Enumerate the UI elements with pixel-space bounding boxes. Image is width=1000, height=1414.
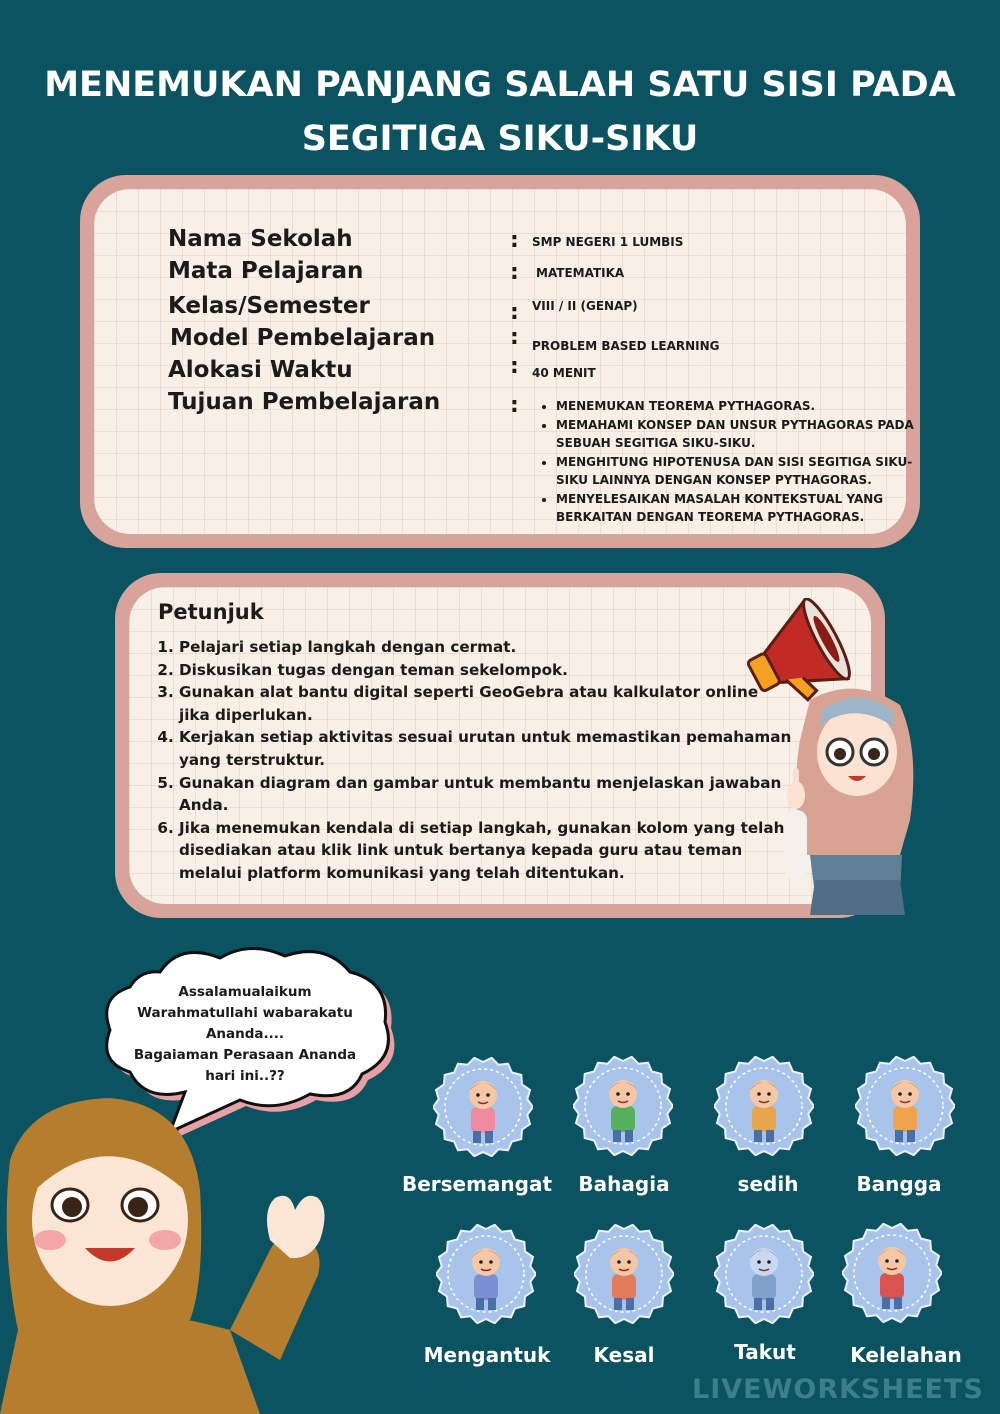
instructions-list xyxy=(160,636,794,885)
value-nama-sekolah: SMP NEGERI 1 LUMBIS xyxy=(532,235,684,249)
mood-label: Takut xyxy=(734,1340,796,1364)
list-item: • MEMAHAMI KONSEP DAN UNSUR PYTHAGORAS PADA SEBUAH SEGITIGA SIKU-SIKU. xyxy=(556,416,926,453)
sleepy-child-icon xyxy=(436,1224,536,1324)
mood-badge[interactable] xyxy=(714,1056,814,1160)
sad-child-icon xyxy=(714,1056,814,1156)
label-mata-pelajaran: Mata Pelajaran xyxy=(168,258,364,284)
greeting-line: hari ini..?? xyxy=(205,1068,285,1084)
happy-child-icon xyxy=(573,1056,673,1156)
greeting-line: Bagaiaman Perasaan Ananda xyxy=(133,1047,357,1063)
value-mata-pelajaran: MATEMATIKA xyxy=(536,266,625,280)
list-item: 6. Jika menemukan kendala di setiap langkah, gunakan kolom yang telah disediakan atau klik link untuk bertanya kepada guru atau teman melalui platform komunikasi yang telah ditentukan. xyxy=(179,817,794,885)
mood-badge[interactable] xyxy=(842,1223,942,1327)
mood-badge[interactable] xyxy=(436,1224,536,1328)
mood-label: sedih xyxy=(737,1172,799,1196)
list-item: 5. Gunakan diagram dan gambar untuk membantu menjelaskan jawaban Anda. xyxy=(179,772,794,817)
label-nama-sekolah: Nama Sekolah xyxy=(168,226,353,252)
label-kelas-semester: Kelas/Semester xyxy=(168,293,370,319)
waving-teacher-illustration xyxy=(0,1080,340,1414)
list-item: 1. Pelajari setiap langkah dengan cermat. xyxy=(179,636,794,659)
liveworksheets-watermark: LIVEWORKSHEETS xyxy=(692,1374,984,1405)
mood-badge[interactable] xyxy=(574,1224,674,1328)
greeting-line: Ananda.... xyxy=(205,1026,285,1042)
list-item: • MENYELESAIKAN MASALAH KONTEKSTUAL YANG BERKAITAN DENGAN TEOREMA PYTHAGORAS. xyxy=(556,490,926,527)
list-item: 3. Gunakan alat bantu digital seperti GeoGebra atau kalkulator online jika diperlukan. xyxy=(179,681,794,726)
mood-label: Bahagia xyxy=(578,1172,670,1196)
label-tujuan-pembelajaran: Tujuan Pembelajaran xyxy=(168,389,441,415)
colon: : xyxy=(510,325,519,350)
colon: : xyxy=(510,260,519,285)
page-title xyxy=(0,58,1000,166)
mood-badge[interactable] xyxy=(855,1056,955,1160)
value-alokasi-waktu: 40 MENIT xyxy=(532,366,596,380)
value-kelas-semester: VIII / II (GENAP) xyxy=(532,299,638,313)
list-item: 4. Kerjakan setiap aktivitas sesuai urutan untuk memastikan pemahaman yang terstruktur. xyxy=(179,726,794,771)
list-item: • MENGHITUNG HIPOTENUSA DAN SISI SEGITIGA SIKU-SIKU LAINNYA DENGAN KONSEP PYTHAGORAS. xyxy=(556,453,926,490)
colon: : xyxy=(510,393,519,418)
value-model-pembelajaran: PROBLEM BASED LEARNING xyxy=(532,339,720,353)
label-model-pembelajaran: Model Pembelajaran xyxy=(170,325,436,351)
mood-label: Bersemangat xyxy=(401,1172,553,1196)
scared-child-icon xyxy=(714,1224,814,1324)
colon: : xyxy=(510,354,519,379)
mood-label: Kelelahan xyxy=(850,1343,962,1367)
greeting-line: Assalamualaikum xyxy=(178,984,312,1000)
tired-child-icon xyxy=(842,1223,942,1323)
colon: : xyxy=(510,300,519,325)
annoyed-child-icon xyxy=(574,1224,674,1324)
list-item: 2. Diskusikan tugas dengan teman sekelompok. xyxy=(179,659,794,682)
goals-list xyxy=(534,397,926,527)
label-alokasi-waktu: Alokasi Waktu xyxy=(168,357,353,383)
page-title-line-2: SEGITIGA SIKU-SIKU xyxy=(301,119,699,159)
page-title-line-1: MENEMUKAN PANJANG SALAH SATU SISI PADA xyxy=(44,65,956,105)
colon: : xyxy=(510,228,519,253)
excited-child-icon xyxy=(433,1057,533,1157)
mood-label: Bangga xyxy=(856,1172,942,1196)
mood-badge[interactable] xyxy=(433,1057,533,1161)
mood-label: Kesal xyxy=(593,1343,655,1367)
greeting-text xyxy=(120,982,370,1087)
greeting-line: Warahmatullahi wabarakatu xyxy=(137,1005,353,1021)
mood-badge[interactable] xyxy=(714,1224,814,1328)
mood-label: Mengantuk xyxy=(423,1343,551,1367)
proud-child-icon xyxy=(855,1056,955,1156)
list-item: • MENEMUKAN TEOREMA PYTHAGORAS. xyxy=(556,397,926,416)
teacher-illustration xyxy=(770,680,930,920)
instructions-title: Petunjuk xyxy=(158,600,264,624)
mood-badge[interactable] xyxy=(573,1056,673,1160)
